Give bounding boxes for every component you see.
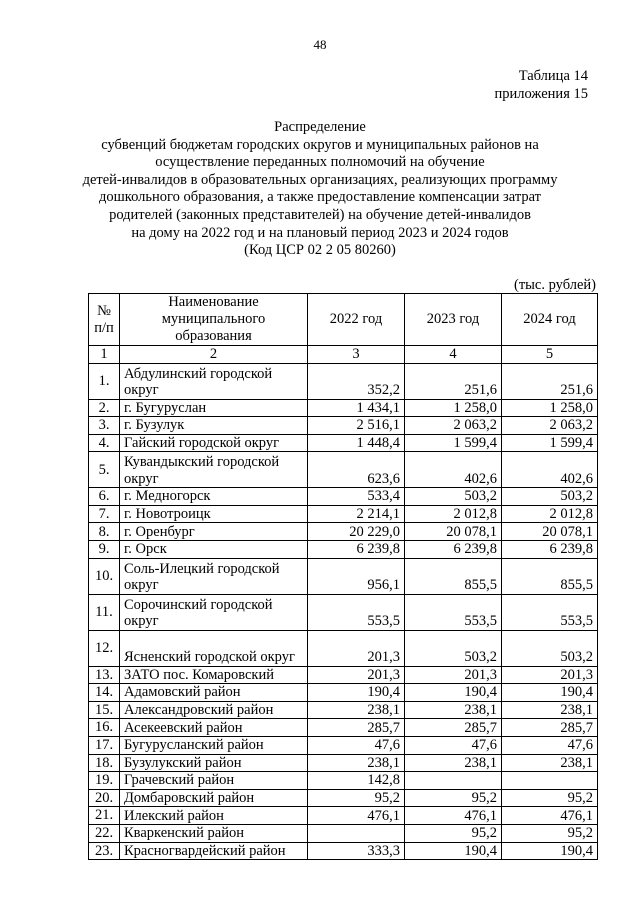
column-index-cell: 1 — [89, 346, 120, 364]
title-line: осуществление переданных полномочий на обучение — [155, 154, 485, 171]
municipality-name-cell: Гайский городской округ — [120, 434, 308, 452]
value-2024-cell: 95,2 — [502, 825, 598, 843]
value-2023-cell — [405, 772, 502, 790]
value-2024-cell: 95,2 — [502, 789, 598, 807]
table-row — [89, 772, 598, 790]
header-2024: 2024 год — [502, 294, 598, 346]
value-2024-cell — [502, 772, 598, 790]
page-number: 48 — [313, 37, 327, 52]
table-row — [89, 541, 598, 559]
value-2024-cell: 190,4 — [502, 684, 598, 702]
value-2024-cell: 238,1 — [502, 701, 598, 719]
value-2023-cell: 503,2 — [405, 630, 502, 666]
value-2023-cell: 2 063,2 — [405, 417, 502, 435]
municipality-name-cell: Красногвардейский район — [120, 842, 308, 860]
value-2022-cell: 190,4 — [308, 684, 405, 702]
value-2023-cell: 402,6 — [405, 452, 502, 488]
value-2024-cell: 285,7 — [502, 719, 598, 737]
table-row — [89, 825, 598, 843]
title-line: дошкольного образования, а также предоставление компенсации затрат — [98, 189, 541, 206]
table-row — [89, 505, 598, 523]
value-2022-cell: 352,2 — [308, 363, 405, 399]
value-2022-cell: 623,6 — [308, 452, 405, 488]
municipality-name-cell: Кваркенский район — [120, 825, 308, 843]
table-row — [89, 434, 598, 452]
value-2022-cell: 533,4 — [308, 488, 405, 506]
value-2022-cell: 201,3 — [308, 666, 405, 684]
column-index-row — [89, 346, 598, 364]
table-row — [89, 452, 598, 488]
value-2024-cell: 503,2 — [502, 630, 598, 666]
row-number-cell: 12. — [89, 630, 120, 666]
row-number-cell: 11. — [89, 594, 120, 630]
row-number-cell: 16. — [89, 719, 120, 737]
value-2022-cell: 553,5 — [308, 594, 405, 630]
value-2024-cell: 190,4 — [502, 842, 598, 860]
municipality-name-cell: Грачевский район — [120, 772, 308, 790]
value-2022-cell: 201,3 — [308, 630, 405, 666]
title-line: (Код ЦСР 02 2 05 80260) — [244, 242, 396, 259]
table-row — [89, 719, 598, 737]
value-2023-cell: 201,3 — [405, 666, 502, 684]
value-2022-cell: 476,1 — [308, 807, 405, 825]
row-number-cell: 20. — [89, 789, 120, 807]
municipality-name-cell: г. Новотроицк — [120, 505, 308, 523]
value-2023-cell: 503,2 — [405, 488, 502, 506]
row-number-cell: 8. — [89, 523, 120, 541]
municipality-name-cell: Адамовский район — [120, 684, 308, 702]
table-row — [89, 701, 598, 719]
value-2024-cell: 553,5 — [502, 594, 598, 630]
table-reference-line1: Таблица 14 — [518, 68, 588, 84]
table-row — [89, 399, 598, 417]
municipality-name-cell: Соль-Илецкий городской округ — [120, 558, 308, 594]
row-number-cell: 21. — [89, 807, 120, 825]
value-2023-cell: 1 258,0 — [405, 399, 502, 417]
value-2023-cell: 20 078,1 — [405, 523, 502, 541]
value-2023-cell: 190,4 — [405, 842, 502, 860]
title-line: родителей (законных представителей) на обучение детей-инвалидов — [109, 206, 531, 223]
value-2024-cell: 1 599,4 — [502, 434, 598, 452]
value-2022-cell: 1 434,1 — [308, 399, 405, 417]
table-row — [89, 558, 598, 594]
municipality-name-cell: Илекский район — [120, 807, 308, 825]
row-number-cell: 9. — [89, 541, 120, 559]
row-number-cell: 18. — [89, 754, 120, 772]
value-2024-cell: 47,6 — [502, 737, 598, 755]
value-2023-cell: 238,1 — [405, 701, 502, 719]
value-2023-cell: 190,4 — [405, 684, 502, 702]
value-2022-cell: 1 448,4 — [308, 434, 405, 452]
row-number-cell: 10. — [89, 558, 120, 594]
row-number-cell: 3. — [89, 417, 120, 435]
value-2023-cell: 855,5 — [405, 558, 502, 594]
header-num: № п/п — [89, 294, 120, 346]
table-row — [89, 684, 598, 702]
row-number-cell: 15. — [89, 701, 120, 719]
column-index-cell: 4 — [405, 346, 502, 364]
municipality-name-cell: Сорочинский городской округ — [120, 594, 308, 630]
municipality-name-cell: г. Бузулук — [120, 417, 308, 435]
table-row — [89, 417, 598, 435]
value-2023-cell: 285,7 — [405, 719, 502, 737]
municipality-name-cell: г. Орск — [120, 541, 308, 559]
value-2024-cell: 1 258,0 — [502, 399, 598, 417]
table-row — [89, 488, 598, 506]
value-2022-cell: 2 214,1 — [308, 505, 405, 523]
table-body — [89, 294, 598, 860]
value-2023-cell: 47,6 — [405, 737, 502, 755]
table-header-row — [89, 294, 598, 346]
table-row — [89, 594, 598, 630]
column-index-cell: 5 — [502, 346, 598, 364]
table-row — [89, 630, 598, 666]
value-2024-cell: 238,1 — [502, 754, 598, 772]
title-line: Распределение — [274, 119, 366, 135]
municipality-name-cell: Александровский район — [120, 701, 308, 719]
row-number-cell: 7. — [89, 505, 120, 523]
title-line: детей-инвалидов в образовательных организациях, реализующих программу — [82, 171, 558, 188]
municipality-name-cell: г. Бугуруслан — [120, 399, 308, 417]
table-row — [89, 523, 598, 541]
header-2023: 2023 год — [405, 294, 502, 346]
table-reference — [495, 67, 588, 103]
column-index-cell: 2 — [120, 346, 308, 364]
table-row — [89, 754, 598, 772]
value-2023-cell: 1 599,4 — [405, 434, 502, 452]
row-number-cell: 13. — [89, 666, 120, 684]
value-2023-cell: 2 012,8 — [405, 505, 502, 523]
table-row — [89, 666, 598, 684]
value-2022-cell: 20 229,0 — [308, 523, 405, 541]
distribution-table — [88, 293, 598, 860]
value-2024-cell: 201,3 — [502, 666, 598, 684]
municipality-name-cell: ЗАТО пос. Комаровский — [120, 666, 308, 684]
value-2022-cell: 6 239,8 — [308, 541, 405, 559]
row-number-cell: 2. — [89, 399, 120, 417]
municipality-name-cell: Абдулинский городской округ — [120, 363, 308, 399]
row-number-cell: 6. — [89, 488, 120, 506]
table-row — [89, 789, 598, 807]
value-2024-cell: 476,1 — [502, 807, 598, 825]
municipality-name-cell: Бугурусланский район — [120, 737, 308, 755]
document-title — [60, 119, 580, 260]
municipality-name-cell: Домбаровский район — [120, 789, 308, 807]
municipality-name-cell: Бузулукский район — [120, 754, 308, 772]
header-2022: 2022 год — [308, 294, 405, 346]
municipality-name-cell: г. Медногорск — [120, 488, 308, 506]
row-number-cell: 23. — [89, 842, 120, 860]
value-2022-cell: 238,1 — [308, 754, 405, 772]
row-number-cell: 17. — [89, 737, 120, 755]
municipality-name-cell: Асекеевский район — [120, 719, 308, 737]
value-2024-cell: 2 012,8 — [502, 505, 598, 523]
column-index-cell: 3 — [308, 346, 405, 364]
value-2022-cell: 2 516,1 — [308, 417, 405, 435]
table-reference-line2: приложения 15 — [494, 86, 588, 102]
value-2022-cell — [308, 825, 405, 843]
value-2023-cell: 251,6 — [405, 363, 502, 399]
table-row — [89, 842, 598, 860]
municipality-name-cell: Кувандыкский городской округ — [120, 452, 308, 488]
value-2022-cell: 47,6 — [308, 737, 405, 755]
title-line: субвенций бюджетам городских округов и муниципальных районов на — [101, 136, 539, 153]
row-number-cell: 4. — [89, 434, 120, 452]
value-2022-cell: 95,2 — [308, 789, 405, 807]
value-2024-cell: 2 063,2 — [502, 417, 598, 435]
row-number-cell: 14. — [89, 684, 120, 702]
row-number-cell: 5. — [89, 452, 120, 488]
value-2023-cell: 95,2 — [405, 789, 502, 807]
value-2022-cell: 956,1 — [308, 558, 405, 594]
value-2023-cell: 95,2 — [405, 825, 502, 843]
table-row — [89, 807, 598, 825]
value-2024-cell: 402,6 — [502, 452, 598, 488]
value-2022-cell: 142,8 — [308, 772, 405, 790]
value-2023-cell: 6 239,8 — [405, 541, 502, 559]
value-2023-cell: 476,1 — [405, 807, 502, 825]
title-line: на дому на 2022 год и на плановый период 2023 и 2024 годов — [131, 224, 509, 241]
table-row — [89, 363, 598, 399]
row-number-cell: 1. — [89, 363, 120, 399]
value-2024-cell: 251,6 — [502, 363, 598, 399]
value-2024-cell: 503,2 — [502, 488, 598, 506]
table-row — [89, 737, 598, 755]
row-number-cell: 19. — [89, 772, 120, 790]
value-2022-cell: 238,1 — [308, 701, 405, 719]
value-2022-cell: 285,7 — [308, 719, 405, 737]
municipality-name-cell: г. Оренбург — [120, 523, 308, 541]
value-2022-cell: 333,3 — [308, 842, 405, 860]
value-2024-cell: 6 239,8 — [502, 541, 598, 559]
value-2024-cell: 20 078,1 — [502, 523, 598, 541]
municipality-name-cell: Ясненский городской округ — [120, 630, 308, 666]
value-2024-cell: 855,5 — [502, 558, 598, 594]
row-number-cell: 22. — [89, 825, 120, 843]
value-2023-cell: 553,5 — [405, 594, 502, 630]
header-name: Наименование муниципального образования — [120, 294, 308, 346]
value-2023-cell: 238,1 — [405, 754, 502, 772]
unit-label: (тыс. рублей) — [514, 277, 596, 293]
